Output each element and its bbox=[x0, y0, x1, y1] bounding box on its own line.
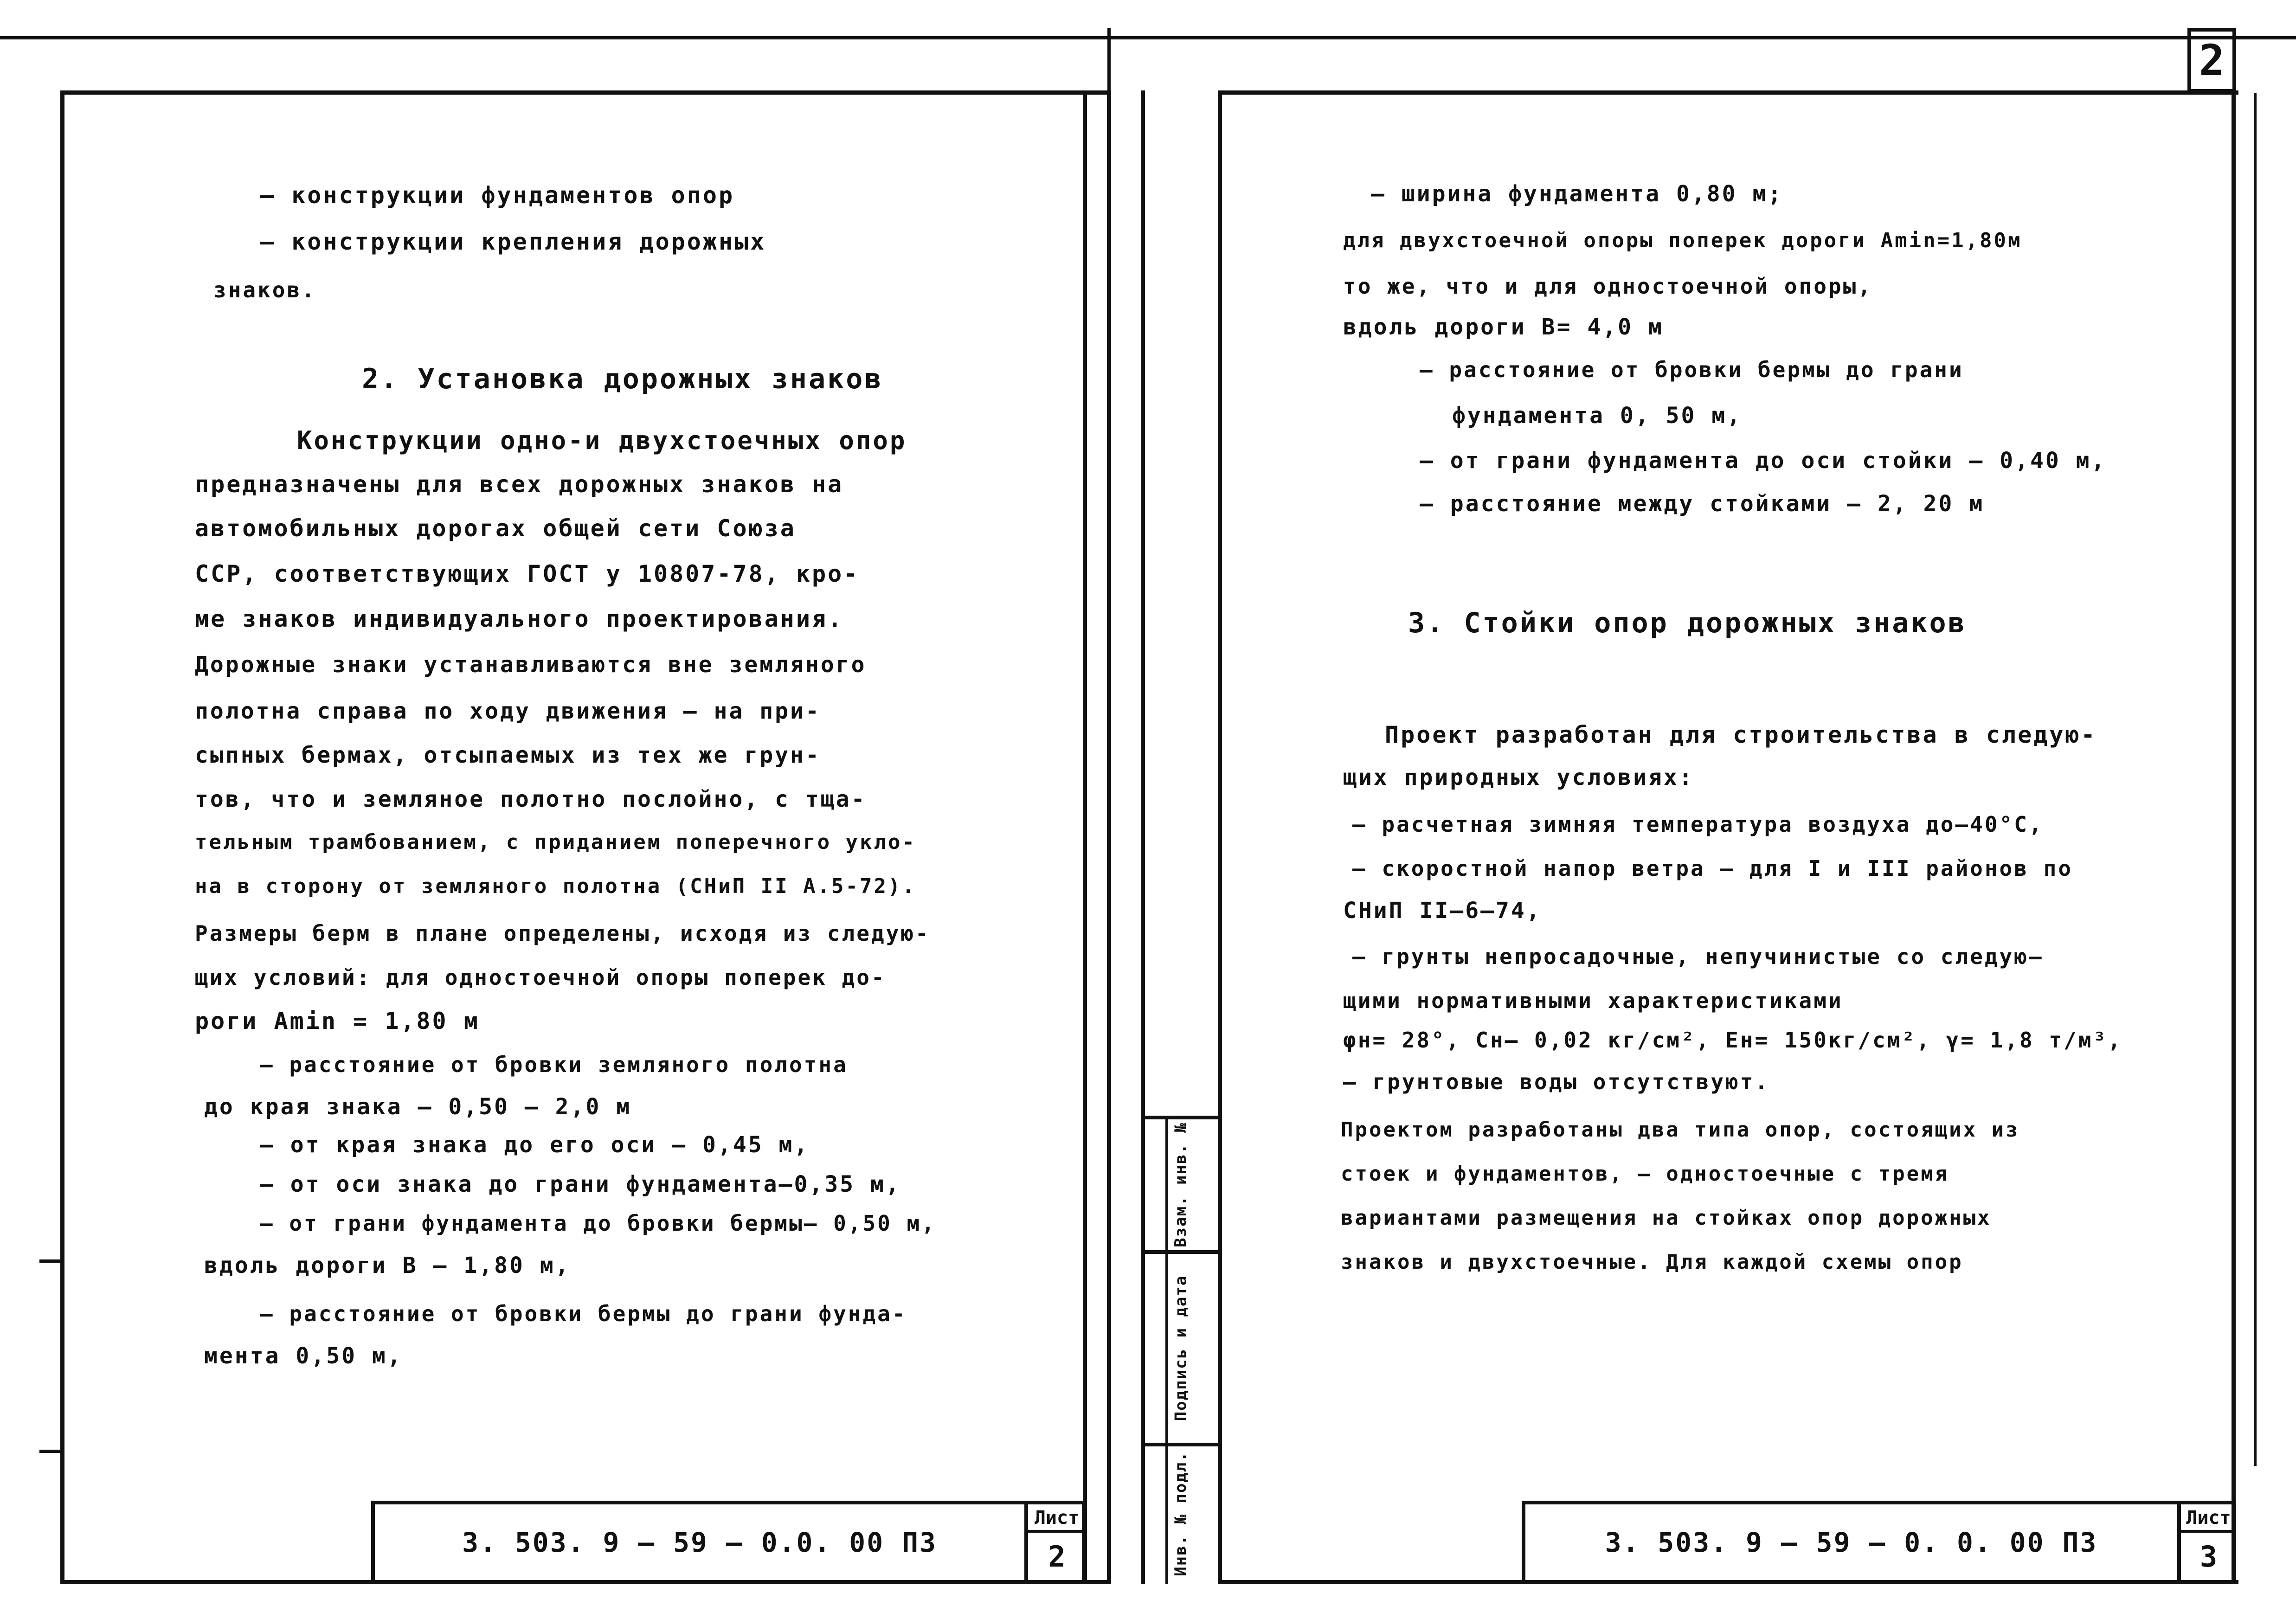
side-stamp-cell-inv-podl: Инв. № подл. bbox=[1171, 1451, 1190, 1576]
outer-right-rule bbox=[2254, 93, 2257, 1466]
right-heading-3: 3. Стойки опор дорожных знаков bbox=[1408, 607, 1967, 639]
right-line-18: – грунтовые воды отсутствуют. bbox=[1343, 1069, 1770, 1094]
left-line-25: – расстояние от бровки бермы до грани фунда- bbox=[260, 1301, 907, 1326]
right-line-16: щими нормативными характеристиками bbox=[1343, 988, 1843, 1013]
left-page-inner-margin bbox=[1083, 90, 1087, 1584]
right-line-12: – расчетная зимняя температура воздуха до–40°С, bbox=[1352, 812, 2044, 837]
left-line-22: – от оси знака до грани фундамента–0,35 м, bbox=[260, 1171, 901, 1197]
right-sheet-value: 3 bbox=[2200, 1540, 2218, 1574]
right-line-7: – от грани фундамента до оси стойки – 0,40 м, bbox=[1420, 448, 2107, 474]
left-line-1: — конструкции фундаментов опор bbox=[260, 182, 735, 209]
left-sheet-value: 2 bbox=[1048, 1540, 1066, 1574]
sheet-number-box bbox=[2187, 28, 2236, 93]
left-title-block bbox=[371, 1501, 1086, 1584]
right-line-21: вариантами размещения на стойках опор дорожных bbox=[1341, 1206, 1992, 1230]
left-sheet-label: Лист bbox=[1034, 1507, 1080, 1529]
right-page-frame-right bbox=[2232, 90, 2236, 1584]
left-line-3: знаков. bbox=[213, 277, 316, 302]
left-line-5: Конструкции одно-и двухстоечных опор bbox=[297, 426, 907, 455]
right-document-code: 3. 503. 9 – 59 – 0. 0. 00 ПЗ bbox=[1605, 1527, 2098, 1558]
right-line-5: – расстояние от бровки бермы до грани bbox=[1420, 357, 1964, 382]
center-divider-top bbox=[1107, 28, 1111, 97]
left-line-21: – от края знака до его оси – 0,45 м, bbox=[260, 1132, 810, 1158]
right-line-13: – скоростной напор ветра – для I и III районов по bbox=[1352, 856, 2073, 881]
right-line-4: вдоль дороги В= 4,0 м bbox=[1343, 314, 1664, 340]
margin-tick-1 bbox=[39, 1259, 63, 1263]
left-line-17: щих условий: для одностоечной опоры поперек до- bbox=[195, 965, 886, 990]
right-sheet-label: Лист bbox=[2186, 1507, 2231, 1529]
right-line-1: — ширина фундамента 0,80 м; bbox=[1371, 181, 1783, 207]
right-line-20: стоек и фундаментов, – одностоечные с тремя bbox=[1341, 1162, 1949, 1186]
right-line-3: то же, что и для одностоечной опоры, bbox=[1343, 274, 1872, 299]
left-line-18: роги Amin = 1,80 м bbox=[195, 1008, 480, 1034]
right-title-block bbox=[1522, 1501, 2236, 1584]
left-line-19: – расстояние от бровки земляного полотна bbox=[260, 1052, 848, 1077]
left-heading-2: 2. Установка дорожных знаков bbox=[362, 363, 883, 395]
right-line-6: фундамента 0, 50 м, bbox=[1452, 403, 1743, 429]
margin-tick-2 bbox=[39, 1450, 63, 1453]
left-line-13: тов, что и земляное полотно послойно, с тща- bbox=[195, 786, 867, 812]
right-line-8: – расстояние между стойками – 2, 20 м bbox=[1420, 491, 1985, 517]
side-stamp-cell-signature-date: Подпись и дата bbox=[1171, 1275, 1190, 1421]
left-line-23: – от грани фундамента до бровки бермы– 0,50 м, bbox=[260, 1211, 936, 1236]
right-line-11: щих природных условиях: bbox=[1343, 764, 1694, 790]
right-line-10: Проект разработан для строительства в следую- bbox=[1385, 721, 2097, 748]
left-line-26: мента 0,50 м, bbox=[204, 1343, 403, 1369]
right-line-22: знаков и двухстоечные. Для каждой схемы опор bbox=[1341, 1250, 1963, 1274]
sheet-number: 2 bbox=[2199, 35, 2225, 85]
left-line-15: на в сторону от земляного полотна (СНиП II А.5-72). bbox=[195, 874, 917, 898]
right-line-2: для двухстоечной опоры поперек дороги Amin=1,80м bbox=[1343, 229, 2022, 252]
left-line-6: предназначены для всех дорожных знаков на bbox=[195, 471, 844, 498]
left-line-20: до края знака – 0,50 – 2,0 м bbox=[204, 1094, 632, 1120]
right-line-17: φн= 28°, Сн– 0,02 кг/см², Ен= 150кг/см², γ= 1,8 т/м³, bbox=[1343, 1028, 2122, 1053]
right-line-15: – грунты непросадочные, непучинистые со следую– bbox=[1352, 944, 2044, 969]
side-stamp-cell-vzam-inv: Взам. инв. № bbox=[1171, 1122, 1190, 1247]
left-line-8: ССР, соответствующих ГОСТ у 10807-78, кро- bbox=[195, 560, 860, 587]
right-line-14: СНиП II–6–74, bbox=[1343, 898, 1542, 924]
right-line-19: Проектом разработаны два типа опор, состоящих из bbox=[1341, 1118, 2020, 1142]
left-line-14: тельным трамбованием, с приданием поперечного укло- bbox=[195, 830, 917, 854]
top-edge-rule bbox=[0, 36, 2296, 39]
left-line-24: вдоль дороги В – 1,80 м, bbox=[204, 1253, 571, 1278]
left-line-12: сыпных бермах, отсыпаемых из тех же грун- bbox=[195, 742, 821, 768]
left-document-code: 3. 503. 9 – 59 – 0.0. 00 ПЗ bbox=[462, 1527, 937, 1558]
left-line-11: полотна справа по ходу движения – на при- bbox=[195, 698, 821, 724]
side-stamp bbox=[1141, 1116, 1222, 1584]
left-line-10: Дорожные знаки устанавливаются вне земляного bbox=[195, 652, 867, 678]
left-line-9: ме знаков индивидуального проектирования. bbox=[195, 605, 844, 632]
left-line-2: — конструкции крепления дорожных bbox=[260, 228, 766, 255]
left-line-7: автомобильных дорогах общей сети Союза bbox=[195, 515, 796, 542]
right-page-frame-top bbox=[1218, 90, 2238, 95]
left-line-16: Размеры берм в плане определены, исходя из следую- bbox=[195, 921, 930, 946]
